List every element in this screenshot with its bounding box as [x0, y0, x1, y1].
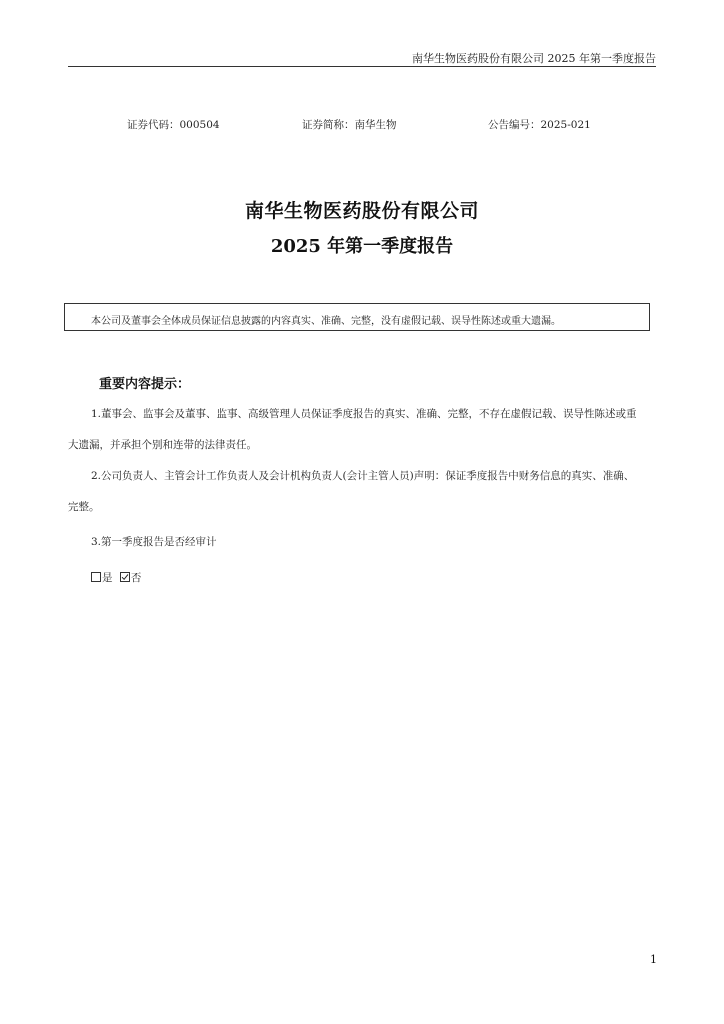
audit-yes-checkbox[interactable]: [91, 572, 101, 582]
company-title: 南华生物医药股份有限公司: [244, 200, 479, 222]
notice-item-2: 2.公司负责人、主管会计工作负责人及会计机构负责人(会计主管人员)声明：保证季度报告中财务信息的真实、准确、完整。: [68, 470, 635, 513]
disclaimer-box: [64, 303, 650, 331]
running-header: 南华生物医药股份有限公司 2025 年第一季度报告: [412, 52, 656, 65]
security-info-row: [0, 117, 724, 133]
stock-code: 证券代码：000504: [127, 119, 220, 131]
notice-item-3: 3.第一季度报告是否经审计: [91, 536, 217, 548]
audit-yes-label: 是: [102, 572, 113, 584]
audit-choice-group: [91, 570, 145, 585]
disclaimer-text: 本公司及董事会全体成员保证信息披露的内容真实、准确、完整，没有虚假记载、误导性陈述或重大遗漏。: [91, 316, 561, 327]
header-rule: [68, 66, 656, 67]
check-icon: [121, 573, 129, 581]
stock-abbreviation: 证券简称：南华生物: [302, 119, 397, 131]
section-heading: 重要内容提示：: [99, 377, 191, 392]
announcement-number: 公告编号：2025-021: [488, 119, 591, 131]
page-number: 1: [650, 953, 657, 966]
report-title: 2025 年第一季度报告: [270, 236, 454, 257]
audit-no-checkbox[interactable]: [120, 572, 130, 582]
audit-no-label: 否: [130, 572, 142, 584]
notice-item-1: 1.董事会、监事会及董事、监事、高级管理人员保证季度报告的真实、准确、完整，不存在虚假记载、误导性陈述或重大遗漏，并承担个别和连带的法律责任。: [68, 408, 637, 451]
